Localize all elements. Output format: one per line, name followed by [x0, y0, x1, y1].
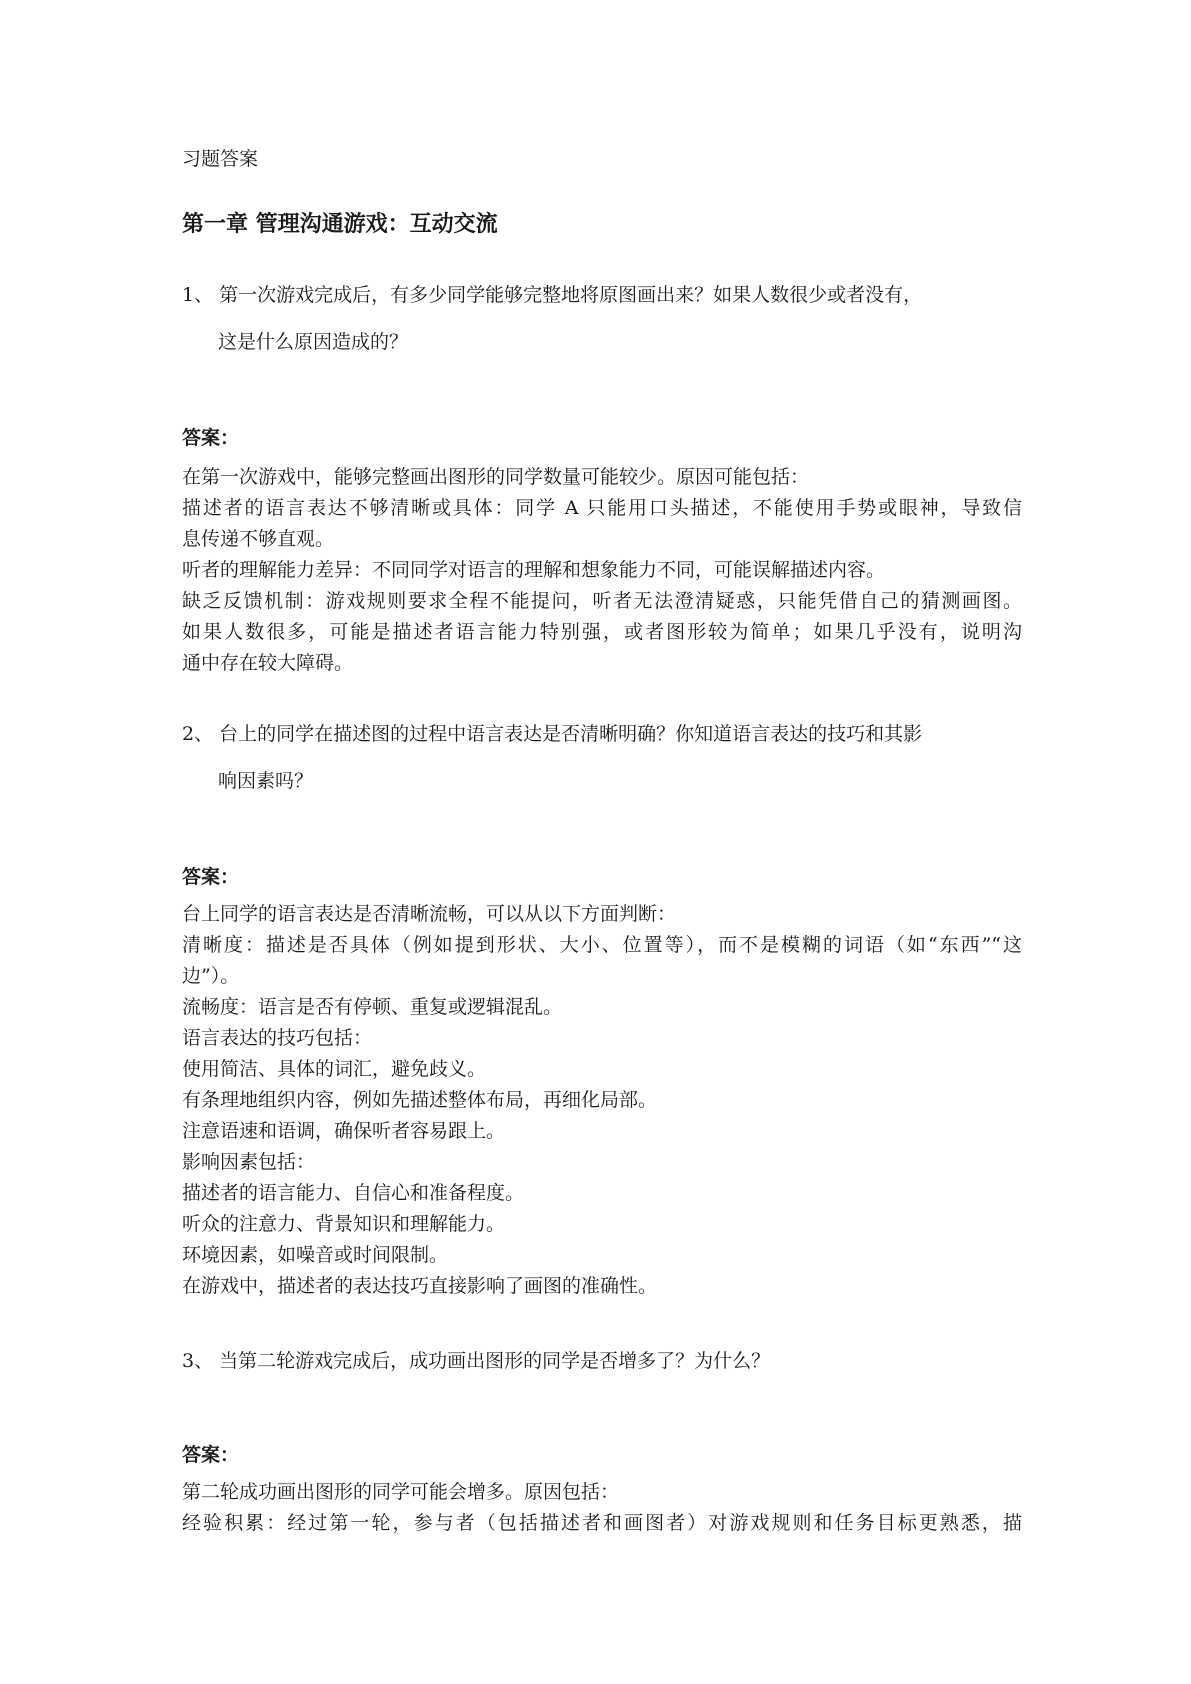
answer-2-line: 台上同学的语言表达是否清晰流畅，可以从以下方面判断：: [182, 903, 677, 925]
answer-2: [182, 899, 1022, 1302]
answer-1-line: 描述者的语言表达不够清晰或具体：同学 A 只能用口头描述，不能使用手势或眼神，导致信: [182, 497, 1022, 519]
answer-3: [182, 1477, 1022, 1539]
answer-2-line: 环境因素，如噪音或时间限制。: [182, 1244, 449, 1266]
answer-2-line: 注意语速和语调，确保听者容易跟上。: [182, 1120, 506, 1142]
answer-1-line: 缺乏反馈机制：游戏规则要求全程不能提问，听者无法澄清疑惑，只能凭借自己的猜测画图。: [182, 590, 1022, 612]
document-title: 习题答案: [182, 148, 259, 170]
answer-2-line: 影响因素包括：: [182, 1151, 316, 1173]
question-2: [182, 722, 1022, 793]
answer-1: [182, 462, 1022, 679]
answer-2-line: 描述者的语言能力、自信心和准备程度。: [182, 1182, 525, 1204]
answer-1-line: 息传递不够直观。: [182, 528, 335, 550]
question-2-line-2: 响因素吗？: [218, 770, 314, 792]
answer-3-label: 答案：: [182, 1444, 240, 1466]
answer-1-line: 通中存在较大障碍。: [182, 652, 354, 674]
chapter-heading: 第一章 管理沟通游戏：互动交流: [182, 211, 498, 237]
answer-2-line: 语言表达的技巧包括：: [182, 1027, 373, 1049]
answer-1-label: 答案：: [182, 427, 240, 449]
answer-2-line: 有条理地组织内容，例如先描述整体布局，再细化局部。: [182, 1089, 658, 1111]
answer-2-label: 答案：: [182, 866, 240, 888]
answer-1-line: 听者的理解能力差异：不同同学对语言的理解和想象能力不同，可能误解描述内容。: [182, 559, 886, 581]
answer-2-line: 边”）。: [182, 965, 240, 987]
answer-2-line: 在游戏中，描述者的表达技巧直接影响了画图的准确性。: [182, 1275, 658, 1297]
answer-2-line: 听众的注意力、背景知识和理解能力。: [182, 1213, 506, 1235]
answer-1-line: 如果人数很多，可能是描述者语言能力特别强，或者图形较为简单；如果几乎没有，说明沟: [182, 621, 1022, 643]
answer-3-line: 经验积累：经过第一轮，参与者（包括描述者和画图者）对游戏规则和任务目标更熟悉，描: [182, 1512, 1022, 1534]
answer-2-line: 清晰度：描述是否具体（例如提到形状、大小、位置等），而不是模糊的词语（如“东西”“这: [182, 934, 1022, 956]
answer-2-line: 流畅度：语言是否有停顿、重复或逻辑混乱。: [182, 996, 563, 1018]
answer-2-line: 使用简洁、具体的词汇，避免歧义。: [182, 1058, 487, 1080]
question-3-line-1: 3、 当第二轮游戏完成后，成功画出图形的同学是否增多了？为什么？: [182, 1350, 771, 1372]
question-3: [182, 1349, 1022, 1373]
answer-3-line: 第二轮成功画出图形的同学可能会增多。原因包括：: [182, 1481, 620, 1503]
question-2-line-1: 2、 台上的同学在描述图的过程中语言表达是否清晰明确？你知道语言表达的技巧和其影: [182, 723, 923, 745]
question-1-line-2: 这是什么原因造成的？: [218, 331, 409, 353]
answer-1-line: 在第一次游戏中，能够完整画出图形的同学数量可能较少。原因可能包括：: [182, 466, 810, 488]
question-1: [182, 283, 1022, 354]
question-1-line-1: 1、 第一次游戏完成后，有多少同学能够完整地将原图画出来？如果人数很少或者没有，: [182, 284, 923, 306]
